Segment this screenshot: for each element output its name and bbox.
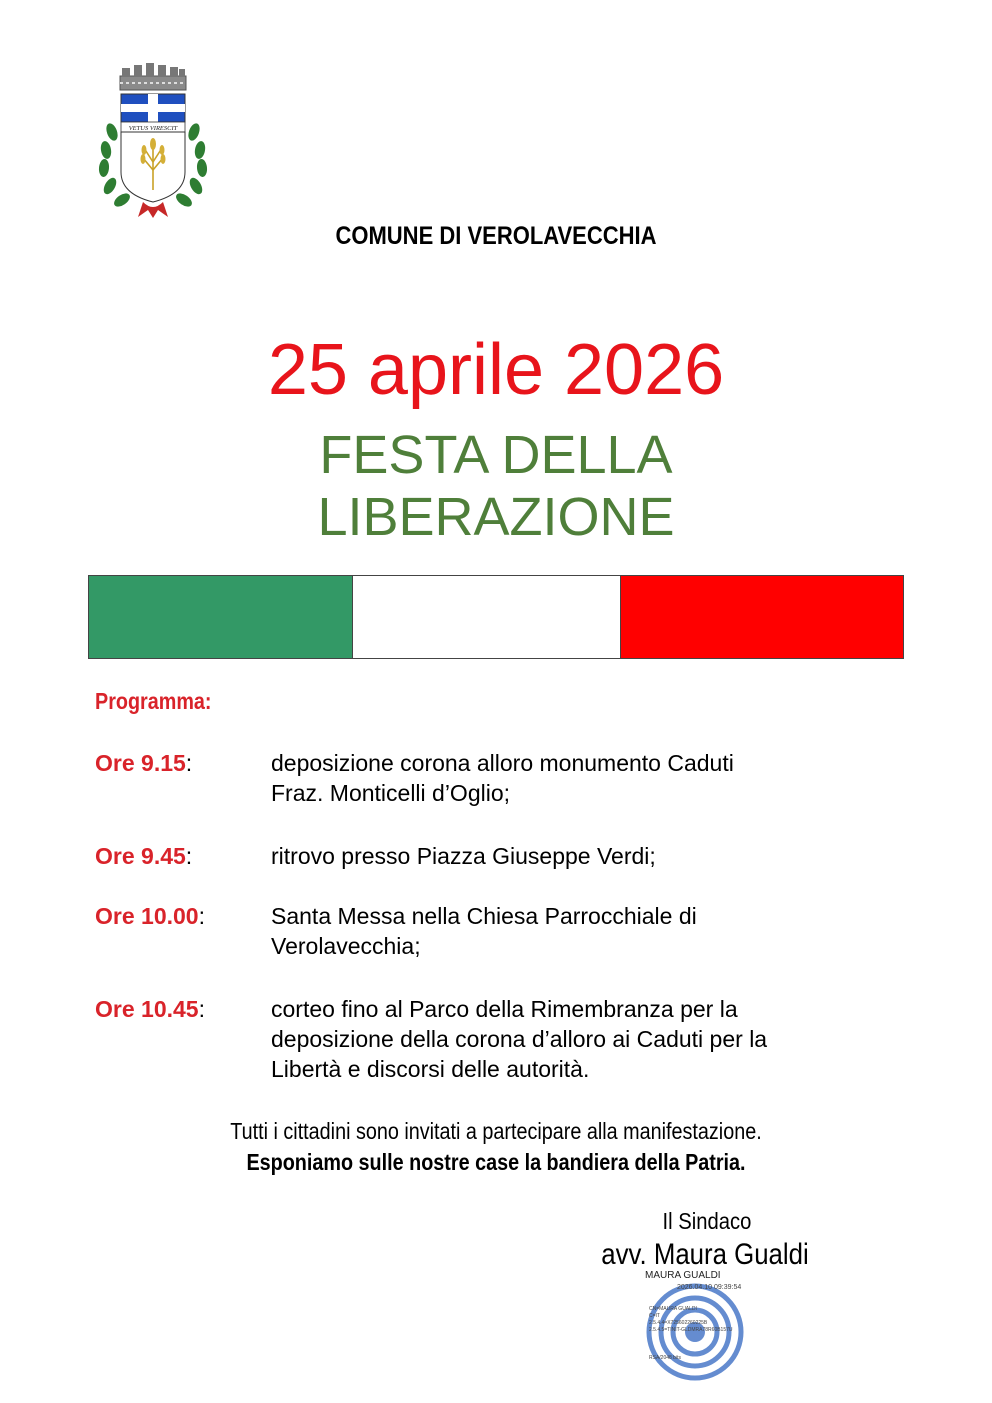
municipality-name: COMUNE DI VEROLAVECCHIA xyxy=(335,222,657,250)
program-time xyxy=(95,748,192,778)
digital-signature-seal-icon xyxy=(645,1270,765,1385)
svg-text:VETUS VIRESCIT: VETUS VIRESCIT xyxy=(128,125,178,132)
program-description-line: ritrovo presso Piazza Giuseppe Verdi; xyxy=(271,843,656,869)
program-time xyxy=(95,841,192,871)
program-description-line: Verolavecchia; xyxy=(271,933,421,959)
program-description-line: Libertà e discorsi delle autorità. xyxy=(271,1056,590,1082)
program-description-line: Santa Messa nella Chiesa Parrocchiale di xyxy=(271,903,697,929)
event-title-line-2: LIBERAZIONE xyxy=(317,487,675,547)
flag-stripe-white xyxy=(353,576,621,658)
program-time-label: Ore 10.00 xyxy=(95,903,199,929)
program-description xyxy=(271,841,871,871)
program-description-line: Fraz. Monticelli d’Oglio; xyxy=(271,780,511,806)
program-description-line: deposizione corona alloro monumento Caduti xyxy=(271,750,734,776)
event-title-line-1: FESTA DELLA xyxy=(319,425,673,485)
program-time-separator: : xyxy=(198,903,205,929)
program-time-label: Ore 9.15 xyxy=(95,750,186,776)
coat-of-arms-icon xyxy=(88,62,218,220)
mayor-name: avv. Maura Gualdi xyxy=(601,1238,809,1271)
invitation-text: Tutti i cittadini sono invitati a partecipare alla manifestazione. xyxy=(230,1118,762,1144)
program-description xyxy=(271,901,871,961)
program-time-separator: : xyxy=(185,843,193,869)
program-time xyxy=(95,901,205,931)
program-description xyxy=(271,994,871,1084)
event-title xyxy=(0,424,992,548)
stamp-signer: MAURA GUALDI xyxy=(645,1270,721,1281)
stamp-cn: CN=MAURA GUALDI xyxy=(649,1306,697,1312)
event-date: 25 aprile 2026 xyxy=(267,330,725,410)
italian-flag-icon xyxy=(88,575,904,659)
mayor-title: Il Sindaco xyxy=(662,1208,752,1234)
program-time-label: Ore 10.45 xyxy=(95,996,199,1022)
flag-stripe-red xyxy=(621,576,903,658)
stamp-oid-1: 2.5.4.4=X725602260225B xyxy=(649,1320,708,1326)
program-time-separator: : xyxy=(185,750,193,776)
program-heading: Programma: xyxy=(95,688,212,714)
program-time xyxy=(95,994,205,1024)
flag-appeal-text: Esponiamo sulle nostre case la bandiera della Patria. xyxy=(246,1149,746,1175)
program-description xyxy=(271,748,871,808)
stamp-key: RSA/2048 bits xyxy=(649,1355,681,1361)
stamp-country: C=IT xyxy=(649,1313,660,1319)
stamp-oid-2: 2.5.4.5=TINIT-GLDMRA78R60B157U xyxy=(649,1327,733,1333)
program-description-line: corteo fino al Parco della Rimembranza per la xyxy=(271,996,738,1022)
program-time-label: Ore 9.45 xyxy=(95,843,186,869)
program-description-line: deposizione della corona d’alloro ai Caduti per la xyxy=(271,1026,768,1052)
flag-stripe-green xyxy=(89,576,353,658)
program-time-separator: : xyxy=(198,996,205,1022)
stamp-timestamp: 2026.04.10 09:39:54 xyxy=(677,1284,742,1291)
